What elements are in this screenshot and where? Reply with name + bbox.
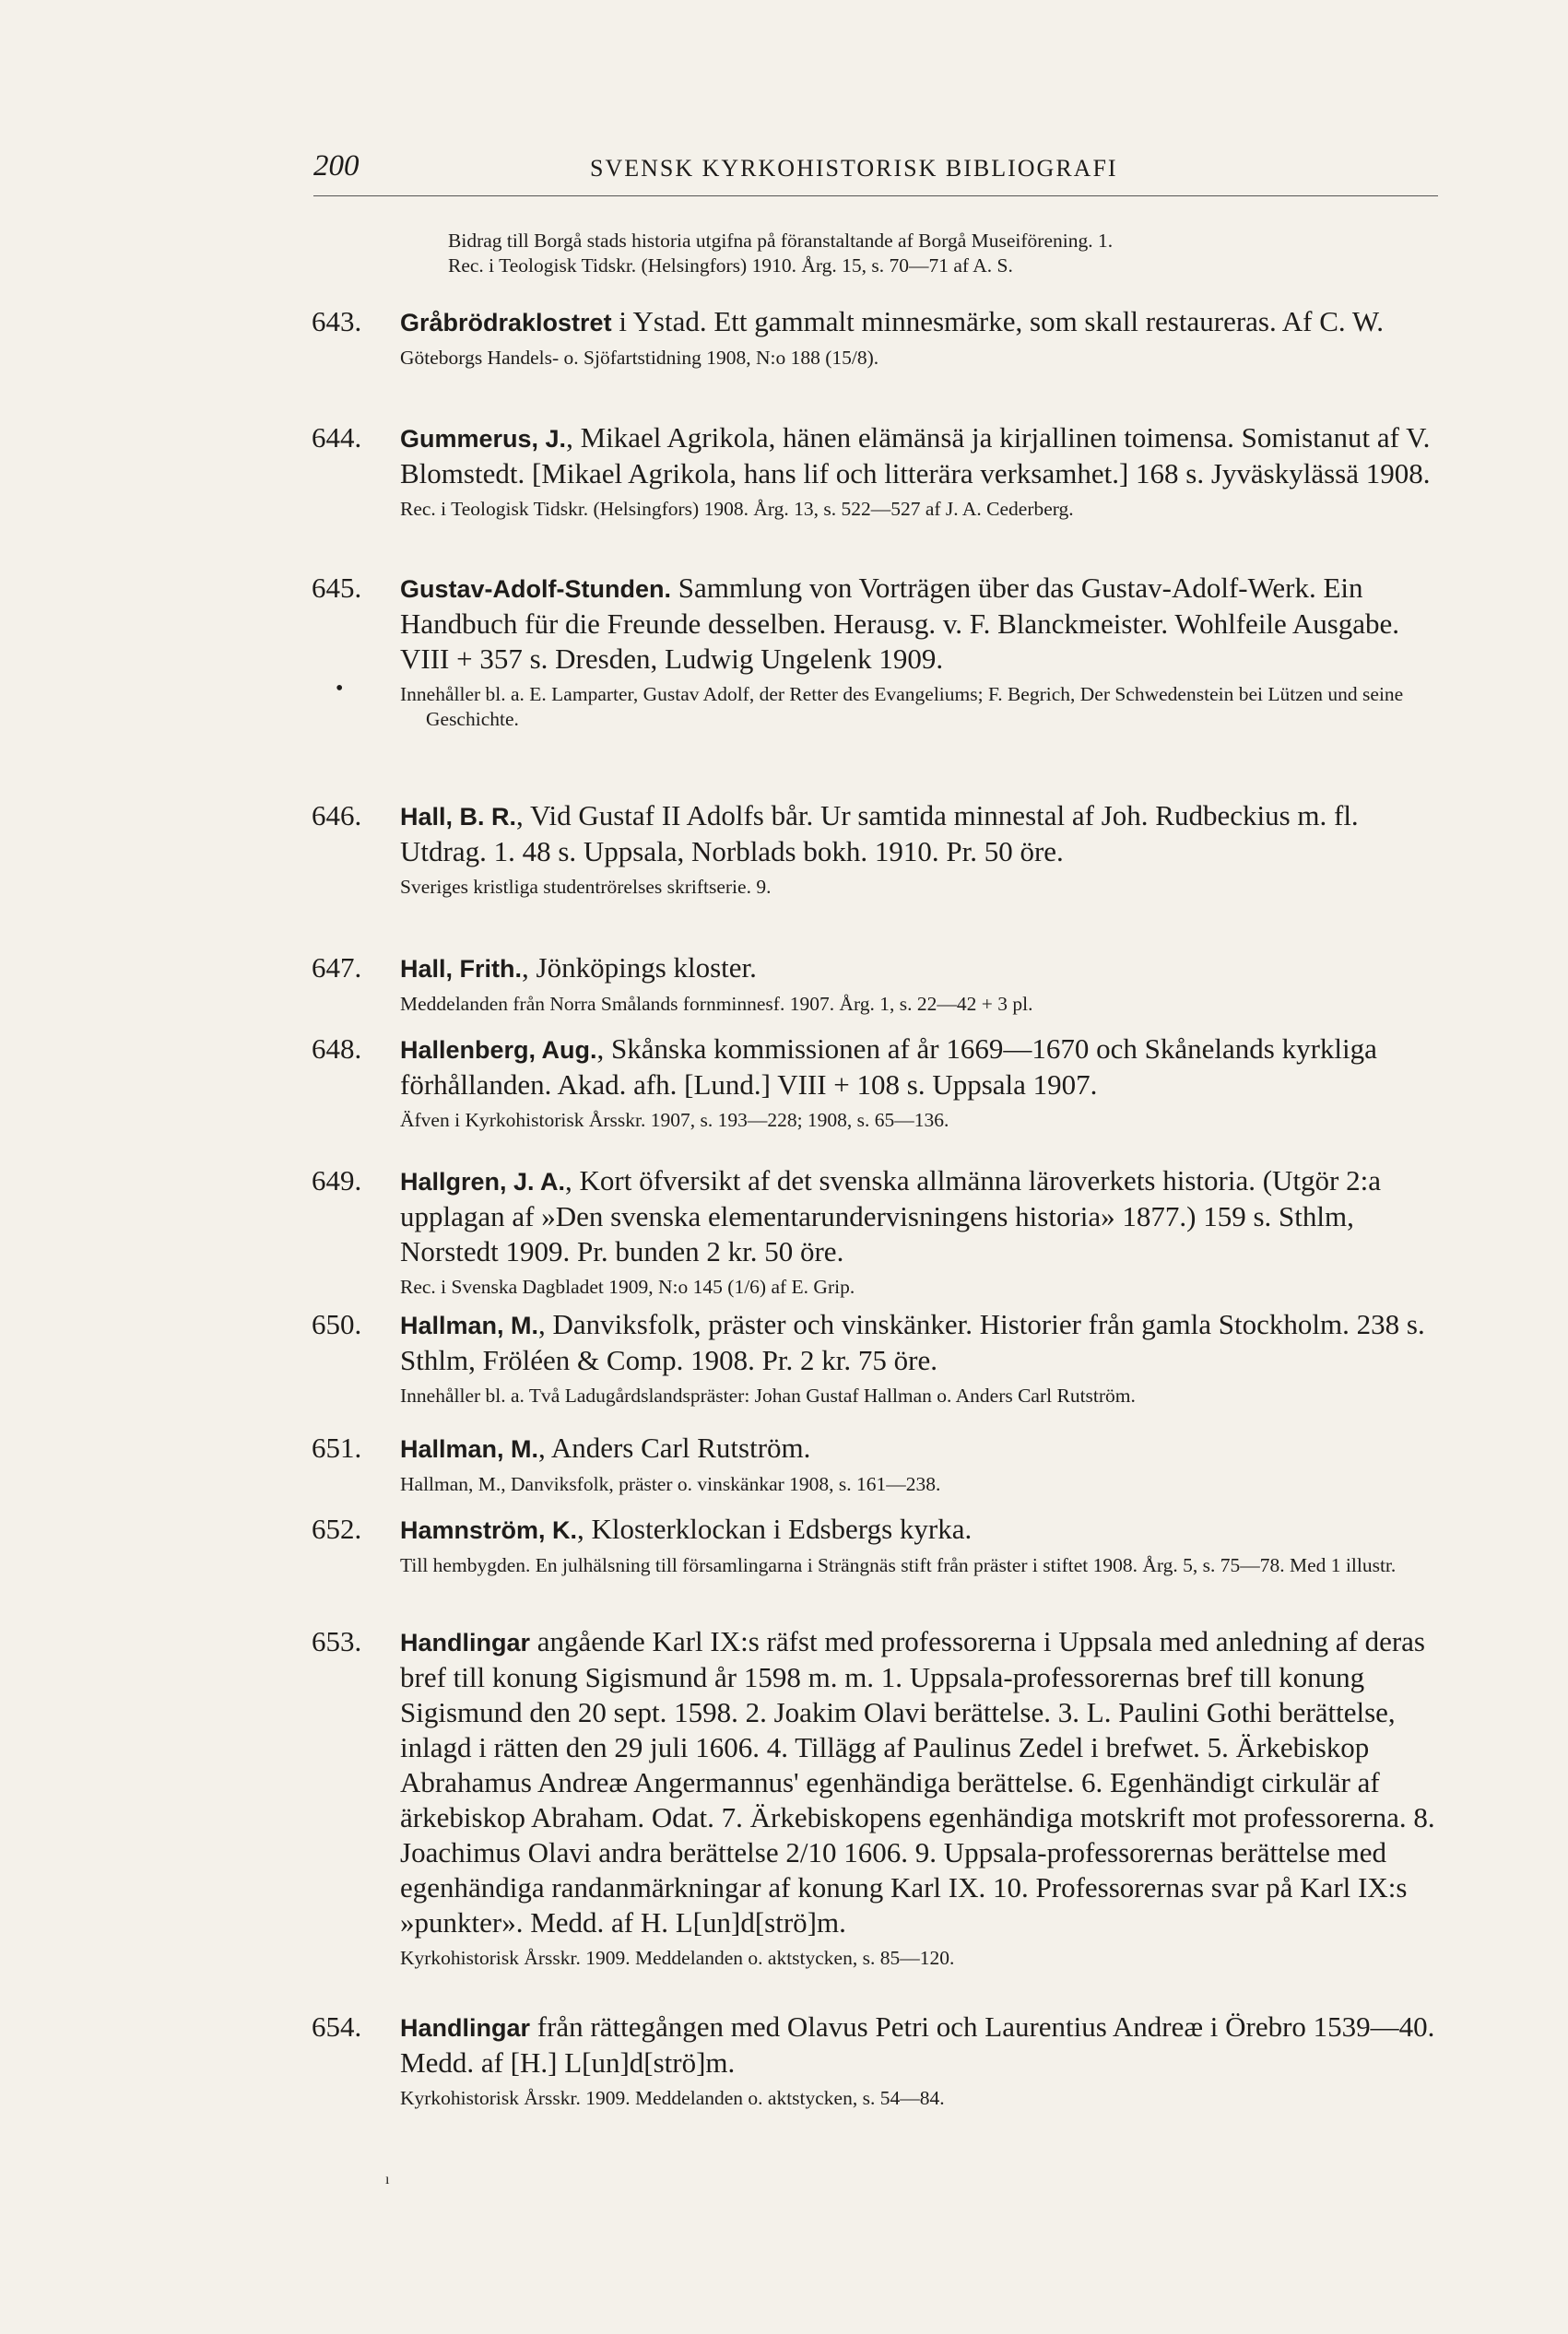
entry-text: , Klosterklockan i Edsbergs kyrka.: [577, 1513, 973, 1545]
entry-text: i Ystad. Ett gammalt minnesmärke, som skall restaureras. Af C. W.: [611, 305, 1385, 337]
entry-number: 650.: [312, 1308, 362, 1340]
entry-heading: Hallenberg, Aug.: [400, 1036, 597, 1064]
entry-note: Rec. i Teologisk Tidskr. (Helsingfors) 1908. Årg. 13, s. 522—527 af J. A. Cederberg.: [400, 498, 1074, 520]
entry-text: , Anders Carl Rutström.: [538, 1432, 811, 1464]
entry-number: 647.: [312, 951, 362, 984]
entry-text: , Kort öfversikt af det svenska allmänna läroverkets historia. (Utgör 2:a upplagan af »Den svenska elementarundervisningens historia» 1877.) 159 s. Sthlm, Norstedt 1909. Pr. bunden 2 kr. 50 öre.: [400, 1164, 1381, 1267]
entry-649: [312, 1163, 1438, 1300]
entry-text: , Jönköpings kloster.: [522, 951, 757, 984]
entry-note: Rec. i Svenska Dagbladet 1909, N:o 145 (1/6) af E. Grip.: [400, 1276, 855, 1298]
entry-648: [312, 1031, 1438, 1133]
intro-line-2: Rec. i Teologisk Tidskr. (Helsingfors) 1910. Årg. 15, s. 70—71 af A. S.: [448, 254, 1013, 277]
entry-number: 652.: [312, 1513, 362, 1545]
entry-heading: Gummerus, J.: [400, 425, 567, 453]
entry-651: [312, 1431, 1438, 1497]
entry-number: 649.: [312, 1164, 362, 1196]
entry-heading: Hamnström, K.: [400, 1516, 578, 1544]
entry-number: 653.: [312, 1625, 362, 1657]
entry-text: , Skånska kommissionen af år 1669—1670 och Skånelands kyrkliga förhållanden. Akad. afh. [Lund.] VIII + 108 s. Uppsala 1907.: [400, 1032, 1377, 1101]
entry-645: [312, 571, 1438, 732]
entry-644: [312, 420, 1438, 522]
entry-note: Hallman, M., Danviksfolk, präster o. vinskänkar 1908, s. 161—238.: [400, 1473, 941, 1495]
entry-note: Meddelanden från Norra Smålands fornminnesf. 1907. Årg. 1, s. 22—42 + 3 pl.: [400, 993, 1033, 1015]
entry-number: 643.: [312, 305, 362, 337]
entry-654: [312, 2010, 1438, 2111]
entry-heading: Hallgren, J. A.: [400, 1168, 566, 1196]
entry-647: [312, 950, 1438, 1017]
entry-text: angående Karl IX:s räfst med professorerna i Uppsala med anledning af deras bref till konung Sigismund år 1598 m. m. 1. Uppsala-professorernas bref till konung Sigismund den 20 sept. 1598. 2. Joakim Olavi berättelse. 3. L. Paulini Gothi berättelse, inlagd i rätten den 29 juli 1606. 4. Tillägg af Paulinus Zedel i brefwet. 5. Ärkebiskop Abrahamus Andreæ Angermannus' egenhändiga berättelse. 6. Egenhändigt cirkulär af ärkebiskop Abraham. Odat. 7. Ärkebiskopens egenhändiga motskrift mot professorerna. 8. Joachimus Olavi andra berättelse 2/10 1606. 9. Uppsala-professorernas berättelse med egenhändiga randanmärkningar af konung Karl IX. 10. Professorernas svar på Karl IX:s »punkter». Medd. af H. L[un]d[strö]m.: [400, 1625, 1435, 1939]
page-number: 200: [313, 149, 360, 183]
margin-mark: ı: [385, 2172, 390, 2187]
entry-note: Innehåller bl. a. Två Ladugårdslandspräster: Johan Gustaf Hallman o. Anders Carl Rutström.: [400, 1385, 1136, 1407]
running-title: SVENSK KYRKOHISTORISK BIBLIOGRAFI: [590, 155, 1118, 182]
entry-heading: Gustav-Adolf-Stunden.: [400, 575, 671, 603]
entry-number: 644.: [312, 421, 362, 454]
entry-text: från rättegången med Olavus Petri och Laurentius Andreæ i Örebro 1539—40. Medd. af [H.] L[un]d[strö]m.: [400, 2010, 1435, 2079]
entry-note: Göteborgs Handels- o. Sjöfartstidning 1908, N:o 188 (15/8).: [400, 347, 879, 369]
intro-note: [448, 229, 1434, 278]
entry-heading: Hall, B. R.: [400, 803, 517, 831]
entry-number: 651.: [312, 1432, 362, 1464]
entry-note: Till hembygden. En julhälsning till församlingarna i Strängnäs stift från präster i stiftet 1908. Årg. 5, s. 75—78. Med 1 illustr.: [400, 1554, 1397, 1576]
entry-number: 654.: [312, 2010, 362, 2043]
entry-heading: Hallman, M.: [400, 1312, 539, 1339]
entry-note: Äfven i Kyrkohistorisk Årsskr. 1907, s. 193—228; 1908, s. 65—136.: [400, 1109, 949, 1131]
entry-text: , Vid Gustaf II Adolfs bår. Ur samtida minnestal af Joh. Rudbeckius m. fl. Utdrag. 1. 48 s. Uppsala, Norblads bokh. 1910. Pr. 50 öre.: [400, 799, 1359, 867]
entry-number: 645.: [312, 572, 362, 604]
entry-643: [312, 304, 1438, 371]
entry-text: Sammlung von Vorträgen über das Gustav-Adolf-Werk. Ein Handbuch für die Freunde desselben. Herausg. v. F. Blanckmeister. Wohlfeile Ausgabe. VIII + 357 s. Dresden, Ludwig Ungelenk 1909.: [400, 572, 1400, 675]
entry-note: Sveriges kristliga studentrörelses skriftserie. 9.: [400, 876, 772, 898]
entry-650: [312, 1307, 1438, 1409]
entry-number: 646.: [312, 799, 362, 831]
margin-dot: •: [336, 677, 344, 701]
page-header: [313, 149, 1438, 196]
entry-note: Innehåller bl. a. E. Lamparter, Gustav Adolf, der Retter des Evangeliums; F. Begrich, Der Schwedenstein bei Lützen und seine Geschichte.: [400, 683, 1404, 730]
intro-line-1: Bidrag till Borgå stads historia utgifna på föranstaltande af Borgå Museiförening. 1.: [448, 230, 1114, 252]
entry-heading: Handlingar: [400, 1629, 531, 1656]
entry-646: [312, 798, 1438, 900]
entry-heading: Hall, Frith.: [400, 955, 523, 983]
entry-note: Kyrkohistorisk Årsskr. 1909. Meddelanden o. aktstycken, s. 54—84.: [400, 2087, 945, 2109]
entry-note: Kyrkohistorisk Årsskr. 1909. Meddelanden o. aktstycken, s. 85—120.: [400, 1947, 955, 1969]
entry-653: [312, 1624, 1438, 1971]
entry-heading: Gråbrödraklostret: [400, 309, 612, 336]
entry-text: , Mikael Agrikola, hänen elämänsä ja kirjallinen toimensa. Somistanut af V. Blomstedt. [Mikael Agrikola, hans lif och litterära verksamhet.] 168 s. Jyväskylässä 1908.: [400, 421, 1431, 489]
entry-652: [312, 1512, 1438, 1578]
entry-heading: Handlingar: [400, 2014, 531, 2042]
entry-number: 648.: [312, 1032, 362, 1065]
entry-text: , Danviksfolk, präster och vinskänker. Historier från gamla Stockholm. 238 s. Sthlm, Fröléen & Comp. 1908. Pr. 2 kr. 75 öre.: [400, 1308, 1425, 1376]
entry-heading: Hallman, M.: [400, 1435, 539, 1463]
